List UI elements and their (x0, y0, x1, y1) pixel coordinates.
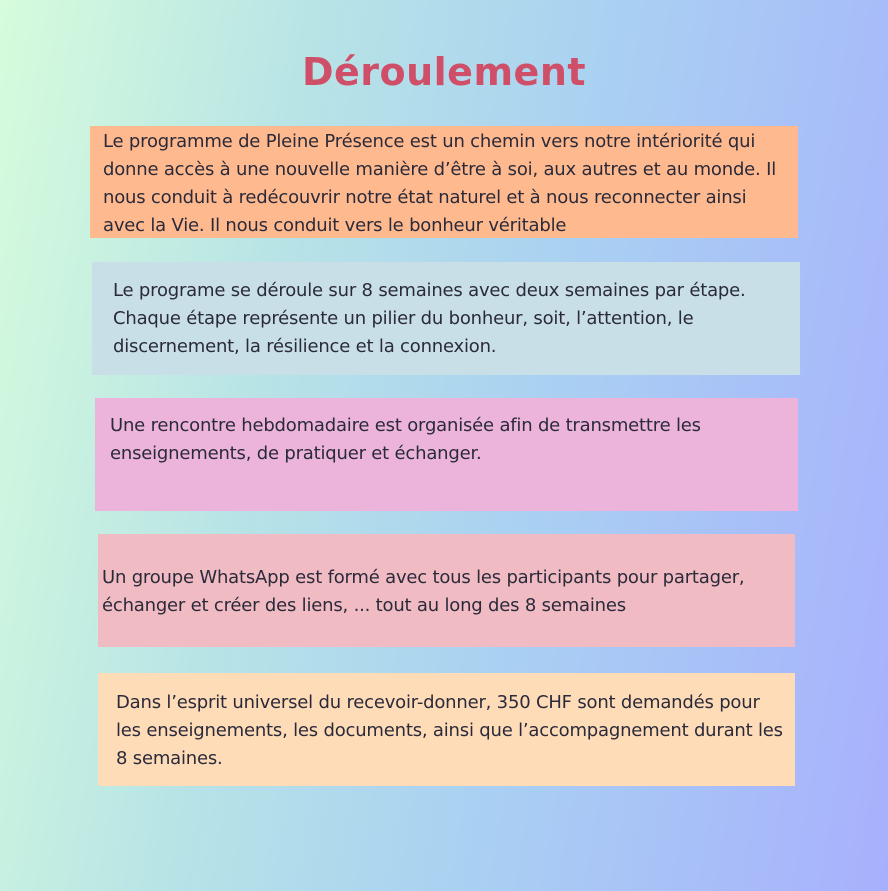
program-description-card (90, 126, 798, 238)
page-title: Déroulement (301, 50, 587, 94)
price-card (98, 673, 795, 786)
program-description-text: Le programme de Pleine Présence est un chemin vers notre intériorité qui donne accès à une nouvelle manière d’être à soi, aux autres et au monde. Il nous conduit à redécouvrir notre état naturel et à nous reconnecter ainsi avec la Vie. Il nous conduit vers le bonheur véritable (103, 131, 776, 236)
weekly-meeting-text: Une rencontre hebdomadaire est organisée afin de transmettre les enseignements, de pratiquer et échanger. (110, 415, 701, 464)
program-duration-card (92, 262, 800, 375)
whatsapp-group-text: Un groupe WhatsApp est formé avec tous les participants pour partager, échanger et créer des liens, ... tout au long des 8 semaines (102, 567, 745, 616)
whatsapp-group-card (98, 534, 795, 647)
program-duration-text: Le programe se déroule sur 8 semaines avec deux semaines par étape. Chaque étape représente un pilier du bonheur, soit, l’attention, le discernement, la résilience et la connexion. (113, 280, 746, 357)
price-text: Dans l’esprit universel du recevoir-donner, 350 CHF sont demandés pour les enseignements, les documents, ainsi que l’accompagnement durant les 8 semaines. (116, 692, 783, 769)
weekly-meeting-card (95, 398, 798, 511)
